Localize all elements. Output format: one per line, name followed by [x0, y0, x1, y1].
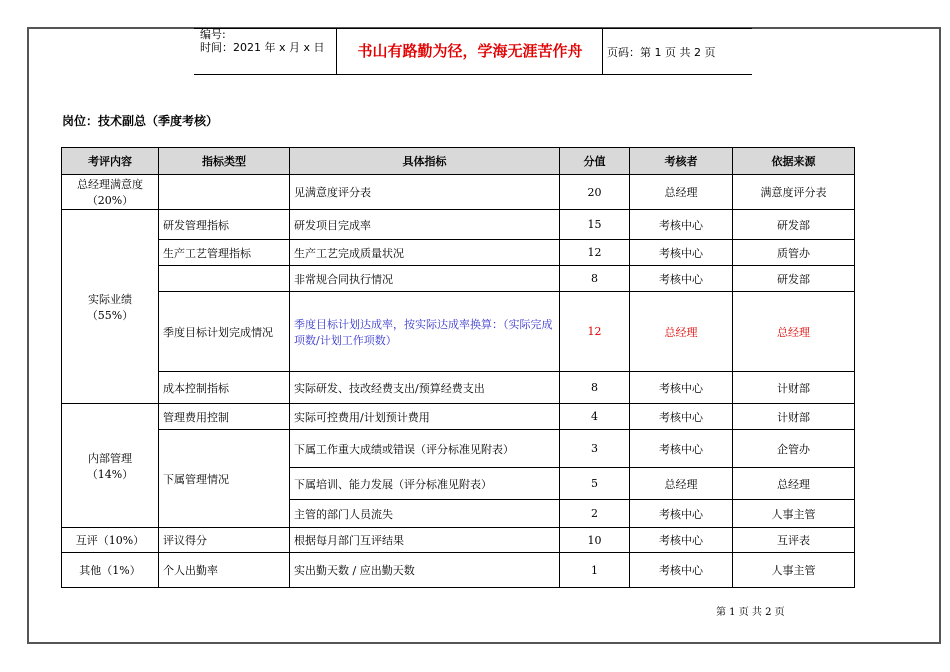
table-row	[62, 430, 855, 468]
header-page-number: 页码：第 1 页 共 2 页	[607, 46, 716, 59]
type-cell: 成本控制指标	[159, 372, 290, 404]
source-cell: 研发部	[733, 266, 855, 292]
assessor-cell: 考核中心	[630, 404, 733, 430]
table-row	[62, 553, 855, 588]
footer-page-number: 第 1 页 共 2 页	[716, 607, 785, 618]
score-cell: 15	[560, 210, 630, 240]
indicator-cell: 季度目标计划达成率，按实际达成率换算：（实际完成项数/计划工作项数）	[290, 292, 560, 372]
indicator-cell: 研发项目完成率	[290, 210, 560, 240]
header-bottom-rule	[194, 74, 752, 75]
assessor-cell: 考核中心	[630, 372, 733, 404]
indicator-cell: 根据每月部门互评结果	[290, 528, 560, 553]
group-cell: 总经理满意度（20%）	[62, 175, 159, 210]
assessment-table	[61, 147, 855, 588]
table-row	[62, 404, 855, 430]
assessor-cell: 考核中心	[630, 210, 733, 240]
source-cell: 总经理	[733, 468, 855, 500]
score-cell: 5	[560, 468, 630, 500]
source-cell: 总经理	[733, 292, 855, 372]
score-cell: 20	[560, 175, 630, 210]
score-cell: 2	[560, 500, 630, 528]
source-cell: 计财部	[733, 372, 855, 404]
column-header: 依据来源	[733, 148, 855, 175]
type-cell: 生产工艺管理指标	[159, 240, 290, 266]
assessor-cell: 考核中心	[630, 266, 733, 292]
assessor-cell: 总经理	[630, 175, 733, 210]
position-title: 岗位：技术副总（季度考核）	[62, 114, 219, 128]
table-row	[62, 292, 855, 372]
table-row	[62, 175, 855, 210]
column-header: 考评内容	[62, 148, 159, 175]
type-cell: 管理费用控制	[159, 404, 290, 430]
header-divider	[336, 28, 337, 74]
column-header: 考核者	[630, 148, 733, 175]
indicator-cell: 见满意度评分表	[290, 175, 560, 210]
indicator-cell: 实际研发、技改经费支出/预算经费支出	[290, 372, 560, 404]
score-cell: 10	[560, 528, 630, 553]
indicator-cell: 下属培训、能力发展（评分标准见附表）	[290, 468, 560, 500]
table-row	[62, 266, 855, 292]
assessor-cell: 考核中心	[630, 553, 733, 588]
source-cell: 人事主管	[733, 553, 855, 588]
score-cell: 8	[560, 372, 630, 404]
score-cell: 3	[560, 430, 630, 468]
assessor-cell: 考核中心	[630, 430, 733, 468]
table-row	[62, 528, 855, 553]
assessor-cell: 总经理	[630, 292, 733, 372]
document-date: 时间：2021 年 x 月 x 日	[200, 41, 325, 54]
column-header: 分值	[560, 148, 630, 175]
column-header: 指标类型	[159, 148, 290, 175]
indicator-cell: 下属工作重大成绩或错误（评分标准见附表）	[290, 430, 560, 468]
type-cell	[159, 175, 290, 210]
indicator-cell: 生产工艺完成质量状况	[290, 240, 560, 266]
source-cell: 满意度评分表	[733, 175, 855, 210]
header-motto: 书山有路勤为径，学海无涯苦作舟	[357, 42, 583, 60]
table-row	[62, 210, 855, 240]
group-cell: 实际业绩（55%）	[62, 210, 159, 404]
type-cell: 评议得分	[159, 528, 290, 553]
score-cell: 12	[560, 240, 630, 266]
assessor-cell: 总经理	[630, 468, 733, 500]
assessor-cell: 考核中心	[630, 528, 733, 553]
source-cell: 人事主管	[733, 500, 855, 528]
header-meta	[200, 28, 325, 54]
column-header: 具体指标	[290, 148, 560, 175]
score-cell: 8	[560, 266, 630, 292]
table-row	[62, 240, 855, 266]
source-cell: 质管办	[733, 240, 855, 266]
table-header-row	[62, 148, 855, 175]
indicator-cell: 实出勤天数 / 应出勤天数	[290, 553, 560, 588]
source-cell: 研发部	[733, 210, 855, 240]
type-cell: 季度目标计划完成情况	[159, 292, 290, 372]
table-row	[62, 372, 855, 404]
source-cell: 互评表	[733, 528, 855, 553]
source-cell: 计财部	[733, 404, 855, 430]
type-cell: 研发管理指标	[159, 210, 290, 240]
type-cell: 下属管理情况	[159, 430, 290, 528]
indicator-cell: 主管的部门人员流失	[290, 500, 560, 528]
type-cell: 个人出勤率	[159, 553, 290, 588]
assessor-cell: 考核中心	[630, 500, 733, 528]
indicator-cell: 非常规合同执行情况	[290, 266, 560, 292]
type-cell	[159, 266, 290, 292]
assessor-cell: 考核中心	[630, 240, 733, 266]
group-cell: 其他（1%）	[62, 553, 159, 588]
indicator-cell: 实际可控费用/计划预计费用	[290, 404, 560, 430]
score-cell: 1	[560, 553, 630, 588]
source-cell: 企管办	[733, 430, 855, 468]
document-number-label: 编号:	[200, 28, 226, 41]
group-cell: 内部管理（14%）	[62, 404, 159, 528]
header-divider	[602, 28, 603, 74]
score-cell: 4	[560, 404, 630, 430]
group-cell: 互评（10%）	[62, 528, 159, 553]
score-cell: 12	[560, 292, 630, 372]
